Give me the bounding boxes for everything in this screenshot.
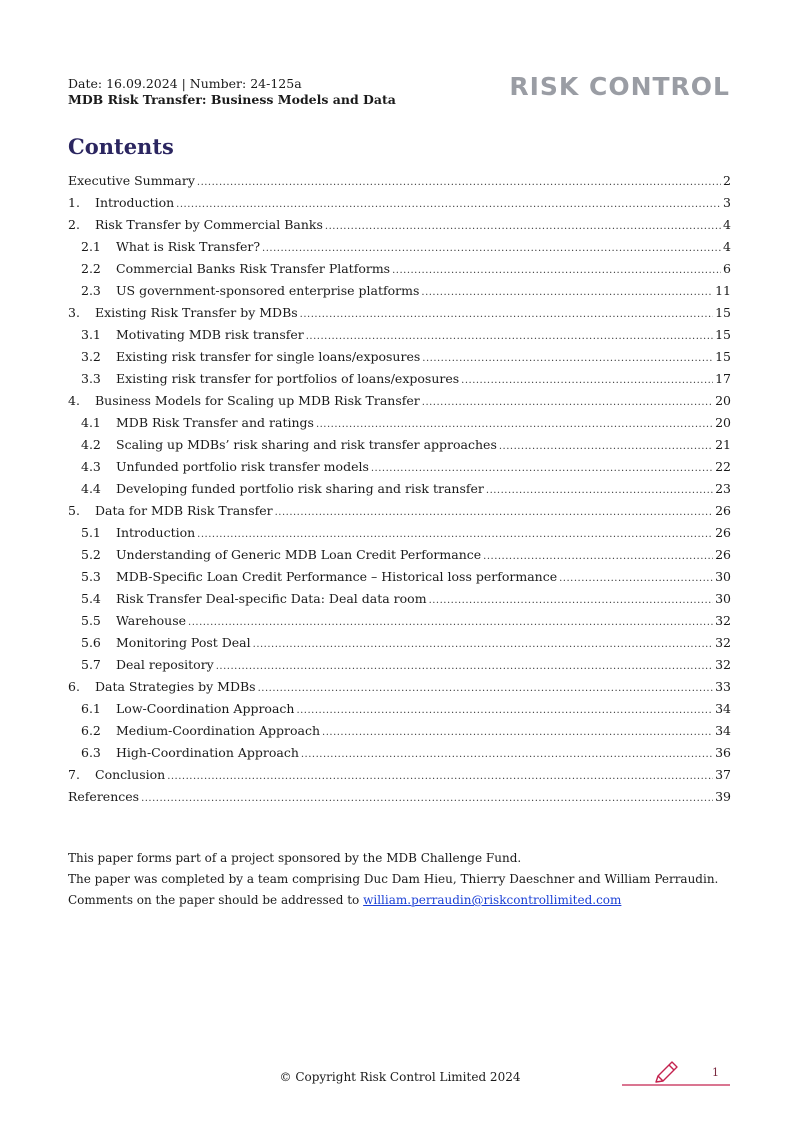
toc-entry-number: 6.2 (81, 723, 101, 738)
toc-dot-leader (429, 590, 714, 610)
toc-entry-number: 2. (68, 217, 80, 232)
toc-entry-page: 30 (715, 591, 731, 606)
toc-entry-page: 6 (723, 261, 731, 276)
toc-entry-number: 3.1 (81, 327, 101, 342)
toc-entry-title: Introduction (116, 525, 196, 540)
toc-entry-page: 32 (715, 657, 731, 672)
toc-entry[interactable] (68, 544, 731, 566)
toc-entry-title: Developing funded portfolio risk sharing and risk transfer (116, 481, 484, 496)
toc-entry-number: 2.1 (81, 239, 101, 254)
toc-entry-number: 4. (68, 393, 80, 408)
toc-dot-leader (197, 172, 721, 192)
toc-entry[interactable] (68, 764, 731, 786)
toc-entry-title: Unfunded portfolio risk transfer models (116, 459, 369, 474)
toc-dot-leader (197, 524, 713, 544)
toc-entry-page: 34 (715, 723, 731, 738)
toc-entry-number: 4.1 (81, 415, 101, 430)
toc-entry-title: Risk Transfer by Commercial Banks (95, 217, 323, 232)
toc-entry-page: 22 (715, 459, 731, 474)
toc-dot-leader (300, 304, 713, 324)
toc-entry-title: Low-Coordination Approach (116, 701, 295, 716)
toc-entry-page: 32 (715, 635, 731, 650)
page-number: 1 (712, 1066, 719, 1079)
toc-entry-number: 5.4 (81, 591, 101, 606)
toc-entry[interactable] (68, 676, 731, 698)
toc-entry-page: 39 (715, 789, 731, 804)
toc-dot-leader (296, 700, 713, 720)
toc-entry-page: 37 (715, 767, 731, 782)
toc-entry-number: 5.6 (81, 635, 101, 650)
toc-entry-title: Commercial Banks Risk Transfer Platforms (116, 261, 391, 276)
toc-entry[interactable] (68, 500, 731, 522)
toc-entry[interactable] (68, 456, 731, 478)
toc-entry[interactable] (68, 588, 731, 610)
toc-entry-number: 6.3 (81, 745, 101, 760)
toc-entry-number: 5.2 (81, 547, 101, 562)
toc-entry[interactable] (68, 170, 731, 192)
toc-entry[interactable] (68, 346, 731, 368)
toc-entry-page: 4 (723, 239, 731, 254)
toc-entry-number: 5.1 (81, 525, 101, 540)
toc-entry-number: 4.2 (81, 437, 101, 452)
toc-entry-page: 36 (715, 745, 731, 760)
toc-entry-page: 17 (715, 371, 731, 386)
toc-dot-leader (141, 788, 713, 808)
toc-entry[interactable] (68, 324, 731, 346)
toc-entry-page: 20 (715, 393, 731, 408)
toc-entry[interactable] (68, 478, 731, 500)
toc-entry-page: 34 (715, 701, 731, 716)
toc-entry-title: Medium-Coordination Approach (116, 723, 321, 738)
toc-entry-number: 6.1 (81, 701, 101, 716)
toc-entry-number: 5.7 (81, 657, 101, 672)
toc-dot-leader (325, 216, 721, 236)
toc-entry-title: Motivating MDB risk transfer (116, 327, 304, 342)
toc-entry-number: 3.2 (81, 349, 101, 364)
toc-entry-page: 33 (715, 679, 731, 694)
toc-entry-number: 1. (68, 195, 80, 210)
toc-dot-leader (499, 436, 713, 456)
toc-entry[interactable] (68, 258, 731, 280)
toc-dot-leader (216, 656, 713, 676)
toc-entry-number: 5. (68, 503, 80, 518)
toc-entry[interactable] (68, 412, 731, 434)
toc-entry-title: Monitoring Post Deal (116, 635, 251, 650)
toc-entry-title: Existing risk transfer for portfolios of loans/exposures (116, 371, 460, 386)
toc-entry-number: 2.3 (81, 283, 101, 298)
toc-entry-title: Deal repository (116, 657, 214, 672)
toc-entry[interactable] (68, 214, 731, 236)
document-meta: Date: 16.09.2024 | Number: 24-125a (68, 76, 302, 91)
toc-entry[interactable] (68, 742, 731, 764)
toc-dot-leader (371, 458, 713, 478)
toc-entry-title: Scaling up MDBs’ risk sharing and risk transfer approaches (116, 437, 497, 452)
toc-dot-leader (392, 260, 721, 280)
toc-entry-title: References (68, 789, 140, 804)
toc-entry[interactable] (68, 390, 731, 412)
toc-entry-title: Warehouse (116, 613, 187, 628)
toc-entry-title: Data for MDB Risk Transfer (95, 503, 273, 518)
toc-dot-leader (188, 612, 713, 632)
toc-entry-page: 15 (715, 305, 731, 320)
toc-dot-leader (421, 282, 713, 302)
toc-entry-title: Understanding of Generic MDB Loan Credit Performance (116, 547, 482, 562)
toc-dot-leader (176, 194, 721, 214)
toc-entry-number: 2.2 (81, 261, 101, 276)
toc-entry-page: 15 (715, 349, 731, 364)
toc-entry[interactable] (68, 236, 731, 258)
toc-entry-title: Existing Risk Transfer by MDBs (95, 305, 298, 320)
toc-entry[interactable] (68, 434, 731, 456)
toc-entry-title: High-Coordination Approach (116, 745, 299, 760)
toc-entry-page: 11 (715, 283, 731, 298)
authors-note: The paper was completed by a team comprising Duc Dam Hieu, Thierry Daeschner and William Perraudin. (68, 872, 719, 886)
toc-entry-title: Executive Summary (68, 173, 195, 188)
toc-entry-number: 3. (68, 305, 80, 320)
toc-entry[interactable] (68, 632, 731, 654)
toc-dot-leader (422, 392, 713, 412)
toc-entry[interactable] (68, 522, 731, 544)
document-header (68, 76, 396, 108)
toc-entry-title: MDB-Specific Loan Credit Performance – Historical loss performance (116, 569, 558, 584)
toc-entry-title: Conclusion (95, 767, 166, 782)
toc-dot-leader (253, 634, 713, 654)
toc-entry-page: 32 (715, 613, 731, 628)
paper-notes (68, 848, 718, 911)
toc-entry-title: Existing risk transfer for single loans/exposures (116, 349, 421, 364)
toc-entry-title: What is Risk Transfer? (116, 239, 261, 254)
toc-entry-page: 26 (715, 547, 731, 562)
toc-dot-leader (322, 722, 713, 742)
toc-entry-number: 5.3 (81, 569, 101, 584)
toc-dot-leader (422, 348, 713, 368)
toc-entry[interactable] (68, 720, 731, 742)
toc-entry-number: 5.5 (81, 613, 101, 628)
toc-dot-leader (461, 370, 713, 390)
contact-prefix: Comments on the paper should be addressed to (68, 893, 364, 907)
toc-dot-leader (559, 568, 713, 588)
contents-heading: Contents (68, 134, 174, 159)
toc-dot-leader (306, 326, 713, 346)
toc-entry-number: 4.3 (81, 459, 101, 474)
toc-entry[interactable] (68, 368, 731, 390)
toc-entry-page: 26 (715, 525, 731, 540)
table-of-contents (68, 170, 731, 808)
contact-email-link[interactable]: william.perraudin@riskcontrollimited.com (363, 893, 622, 907)
toc-entry-title: Business Models for Scaling up MDB Risk Transfer (95, 393, 420, 408)
sponsor-note: This paper forms part of a project sponsored by the MDB Challenge Fund. (68, 851, 522, 865)
toc-dot-leader (262, 238, 721, 258)
toc-entry[interactable] (68, 280, 731, 302)
toc-entry-title: US government-sponsored enterprise platforms (116, 283, 420, 298)
toc-dot-leader (275, 502, 713, 522)
toc-entry-page: 3 (723, 195, 731, 210)
toc-dot-leader (167, 766, 713, 786)
toc-entry-title: MDB Risk Transfer and ratings (116, 415, 314, 430)
toc-dot-leader (486, 480, 713, 500)
contact-note (68, 890, 718, 911)
toc-entry-page: 2 (723, 173, 731, 188)
toc-entry-title: Data Strategies by MDBs (95, 679, 256, 694)
toc-entry-page: 21 (715, 437, 731, 452)
toc-entry-page: 20 (715, 415, 731, 430)
toc-entry-number: 3.3 (81, 371, 101, 386)
toc-entry-page: 4 (723, 217, 731, 232)
toc-entry-title: Introduction (95, 195, 175, 210)
toc-entry-page: 30 (715, 569, 731, 584)
toc-entry[interactable] (68, 302, 731, 324)
toc-dot-leader (301, 744, 713, 764)
toc-entry-title: Risk Transfer Deal-specific Data: Deal data room (116, 591, 427, 606)
toc-entry[interactable] (68, 566, 731, 588)
footer-copyright: © Copyright Risk Control Limited 2024 (279, 1070, 521, 1084)
toc-entry[interactable] (68, 192, 731, 214)
toc-dot-leader (258, 678, 713, 698)
toc-entry-number: 6. (68, 679, 80, 694)
toc-entry-number: 4.4 (81, 481, 101, 496)
toc-dot-leader (316, 414, 713, 434)
risk-control-logo: RISK CONTROL (509, 72, 730, 101)
toc-entry[interactable] (68, 698, 731, 720)
toc-entry[interactable] (68, 654, 731, 676)
toc-entry-page: 15 (715, 327, 731, 342)
toc-entry[interactable] (68, 610, 731, 632)
toc-entry[interactable] (68, 786, 731, 808)
document-title: MDB Risk Transfer: Business Models and Data (68, 92, 396, 107)
toc-entry-page: 26 (715, 503, 731, 518)
toc-entry-page: 23 (715, 481, 731, 496)
toc-dot-leader (483, 546, 713, 566)
toc-entry-number: 7. (68, 767, 80, 782)
